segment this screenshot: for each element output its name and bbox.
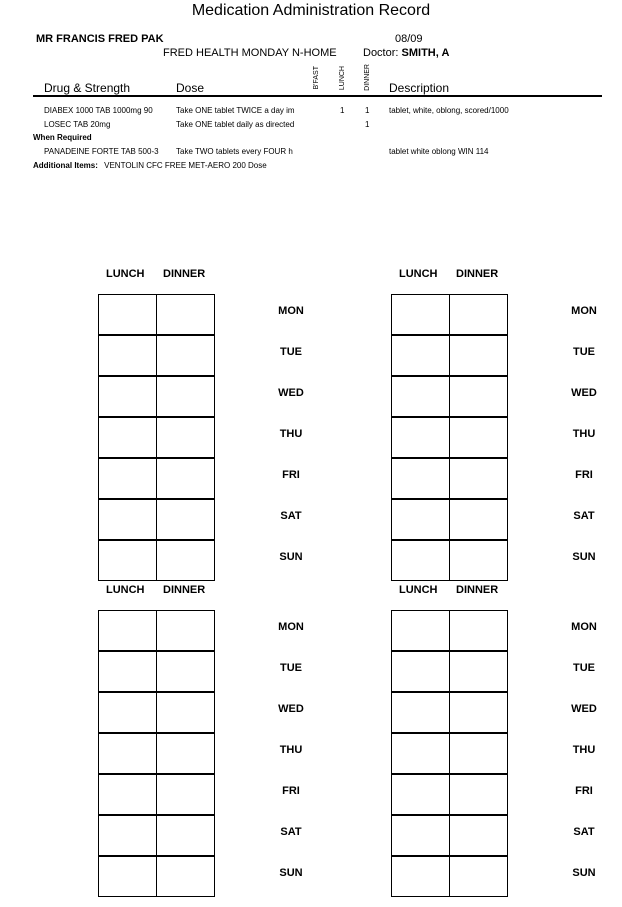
med-dinner: 1 xyxy=(365,106,370,115)
header-lunch: LUNCH xyxy=(339,66,346,91)
doctor xyxy=(363,47,449,59)
grid-cell-dinner-tue[interactable] xyxy=(156,335,215,376)
grid-col-lunch: LUNCH xyxy=(399,584,438,596)
grid-cell-dinner-mon[interactable] xyxy=(449,610,508,651)
header-bfast: B'FAST xyxy=(313,66,320,90)
day-label-sat: SAT xyxy=(280,510,302,522)
grid-cell-dinner-mon[interactable] xyxy=(156,610,215,651)
med-drug: LOSEC TAB 20mg xyxy=(44,120,111,129)
grid-cell-lunch-tue[interactable] xyxy=(98,651,157,692)
grid-cell-dinner-sat[interactable] xyxy=(449,499,508,540)
grid-cell-dinner-thu[interactable] xyxy=(449,733,508,774)
grid-cell-dinner-wed[interactable] xyxy=(449,376,508,417)
header-description: Description xyxy=(389,81,450,95)
grid-cell-dinner-sun[interactable] xyxy=(156,540,215,581)
grid-cell-dinner-mon[interactable] xyxy=(156,294,215,335)
grid-cell-dinner-fri[interactable] xyxy=(449,458,508,499)
grid-cell-lunch-mon[interactable] xyxy=(98,294,157,335)
page-title: Medication Administration Record xyxy=(191,2,431,19)
day-label-thu: THU xyxy=(572,428,596,440)
grid-cell-lunch-sat[interactable] xyxy=(391,499,450,540)
grid-cell-lunch-fri[interactable] xyxy=(391,774,450,815)
grid-cell-lunch-wed[interactable] xyxy=(391,376,450,417)
grid-cell-lunch-sun[interactable] xyxy=(98,856,157,897)
prn-dose: Take TWO tablets every FOUR h xyxy=(176,147,293,156)
day-label-fri: FRI xyxy=(575,785,593,797)
grid-cell-lunch-thu[interactable] xyxy=(98,417,157,458)
day-label-sun: SUN xyxy=(279,867,303,879)
day-label-sat: SAT xyxy=(573,826,595,838)
grid-cell-lunch-wed[interactable] xyxy=(98,376,157,417)
grid-cell-lunch-mon[interactable] xyxy=(391,610,450,651)
grid-cell-lunch-fri[interactable] xyxy=(98,774,157,815)
facility-name: FRED HEALTH MONDAY N-HOME xyxy=(163,47,337,59)
grid-cell-lunch-thu[interactable] xyxy=(391,733,450,774)
grid-cell-dinner-sat[interactable] xyxy=(449,815,508,856)
day-label-wed: WED xyxy=(278,387,304,399)
med-lunch: 1 xyxy=(340,106,345,115)
grid-cell-dinner-wed[interactable] xyxy=(156,376,215,417)
grid-cell-dinner-wed[interactable] xyxy=(156,692,215,733)
day-label-fri: FRI xyxy=(575,469,593,481)
grid-cell-dinner-sat[interactable] xyxy=(156,499,215,540)
grid-cell-dinner-fri[interactable] xyxy=(156,458,215,499)
grid-col-dinner: DINNER xyxy=(163,584,206,596)
med-dinner: 1 xyxy=(365,120,370,129)
additional-items-label: Additional Items: xyxy=(33,161,98,170)
day-label-thu: THU xyxy=(572,744,596,756)
grid-cell-lunch-sun[interactable] xyxy=(98,540,157,581)
grid-cell-dinner-tue[interactable] xyxy=(156,651,215,692)
header-rule xyxy=(33,95,602,97)
day-label-tue: TUE xyxy=(280,662,302,674)
grid-cell-dinner-fri[interactable] xyxy=(156,774,215,815)
grid-cell-lunch-sun[interactable] xyxy=(391,540,450,581)
grid-cell-dinner-tue[interactable] xyxy=(449,335,508,376)
prn-description: tablet white oblong WIN 114 xyxy=(389,147,489,156)
med-description: tablet, white, oblong, scored/1000 xyxy=(389,106,509,115)
day-label-thu: THU xyxy=(279,744,303,756)
additional-items-text: VENTOLIN CFC FREE MET-AERO 200 Dose xyxy=(104,161,267,170)
grid-col-dinner: DINNER xyxy=(456,268,499,280)
record-date: 08/09 xyxy=(395,33,423,45)
day-label-tue: TUE xyxy=(573,662,595,674)
grid-cell-dinner-thu[interactable] xyxy=(449,417,508,458)
day-label-sat: SAT xyxy=(280,826,302,838)
grid-col-lunch: LUNCH xyxy=(106,268,145,280)
grid-cell-dinner-sun[interactable] xyxy=(449,856,508,897)
med-dose: Take ONE tablet daily as directed xyxy=(176,120,295,129)
day-label-mon: MON xyxy=(571,305,597,317)
grid-cell-lunch-tue[interactable] xyxy=(98,335,157,376)
day-label-sun: SUN xyxy=(572,551,596,563)
day-label-fri: FRI xyxy=(282,785,300,797)
grid-cell-lunch-wed[interactable] xyxy=(98,692,157,733)
grid-cell-dinner-tue[interactable] xyxy=(449,651,508,692)
day-label-mon: MON xyxy=(278,621,304,633)
grid-cell-lunch-sat[interactable] xyxy=(98,815,157,856)
grid-cell-lunch-wed[interactable] xyxy=(391,692,450,733)
grid-cell-lunch-sat[interactable] xyxy=(391,815,450,856)
med-drug: DIABEX 1000 TAB 1000mg 90 xyxy=(44,106,153,115)
day-label-wed: WED xyxy=(278,703,304,715)
grid-cell-dinner-thu[interactable] xyxy=(156,417,215,458)
header-dinner: DINNER xyxy=(364,64,371,91)
day-label-thu: THU xyxy=(279,428,303,440)
grid-cell-dinner-fri[interactable] xyxy=(449,774,508,815)
day-label-wed: WED xyxy=(571,703,597,715)
grid-cell-lunch-mon[interactable] xyxy=(98,610,157,651)
grid-cell-dinner-mon[interactable] xyxy=(449,294,508,335)
grid-cell-lunch-sat[interactable] xyxy=(98,499,157,540)
grid-cell-lunch-fri[interactable] xyxy=(391,458,450,499)
grid-cell-lunch-thu[interactable] xyxy=(98,733,157,774)
day-label-sun: SUN xyxy=(279,551,303,563)
day-label-tue: TUE xyxy=(280,346,302,358)
grid-cell-lunch-tue[interactable] xyxy=(391,651,450,692)
day-label-mon: MON xyxy=(278,305,304,317)
when-required-label: When Required xyxy=(33,133,92,142)
day-label-sat: SAT xyxy=(573,510,595,522)
grid-cell-lunch-tue[interactable] xyxy=(391,335,450,376)
day-label-wed: WED xyxy=(571,387,597,399)
grid-col-dinner: DINNER xyxy=(163,268,206,280)
day-label-sun: SUN xyxy=(572,867,596,879)
grid-cell-dinner-sun[interactable] xyxy=(156,856,215,897)
grid-cell-lunch-sun[interactable] xyxy=(391,856,450,897)
grid-cell-lunch-mon[interactable] xyxy=(391,294,450,335)
grid-cell-dinner-wed[interactable] xyxy=(449,692,508,733)
grid-col-lunch: LUNCH xyxy=(399,268,438,280)
day-label-fri: FRI xyxy=(282,469,300,481)
doctor-label: Doctor: xyxy=(363,47,399,59)
grid-cell-lunch-thu[interactable] xyxy=(391,417,450,458)
day-label-mon: MON xyxy=(571,621,597,633)
additional-items xyxy=(33,161,267,170)
header-drug: Drug & Strength xyxy=(44,81,131,95)
grid-cell-dinner-sat[interactable] xyxy=(156,815,215,856)
grid-cell-dinner-sun[interactable] xyxy=(449,540,508,581)
patient-name: MR FRANCIS FRED PAK xyxy=(36,33,164,45)
grid-cell-lunch-fri[interactable] xyxy=(98,458,157,499)
grid-col-dinner: DINNER xyxy=(456,584,499,596)
day-label-tue: TUE xyxy=(573,346,595,358)
doctor-name: SMITH, A xyxy=(401,47,450,59)
grid-cell-dinner-thu[interactable] xyxy=(156,733,215,774)
grid-col-lunch: LUNCH xyxy=(106,584,145,596)
med-dose: Take ONE tablet TWICE a day im xyxy=(176,106,295,115)
prn-drug: PANADEINE FORTE TAB 500-3 xyxy=(44,147,159,156)
header-dose: Dose xyxy=(176,81,205,95)
